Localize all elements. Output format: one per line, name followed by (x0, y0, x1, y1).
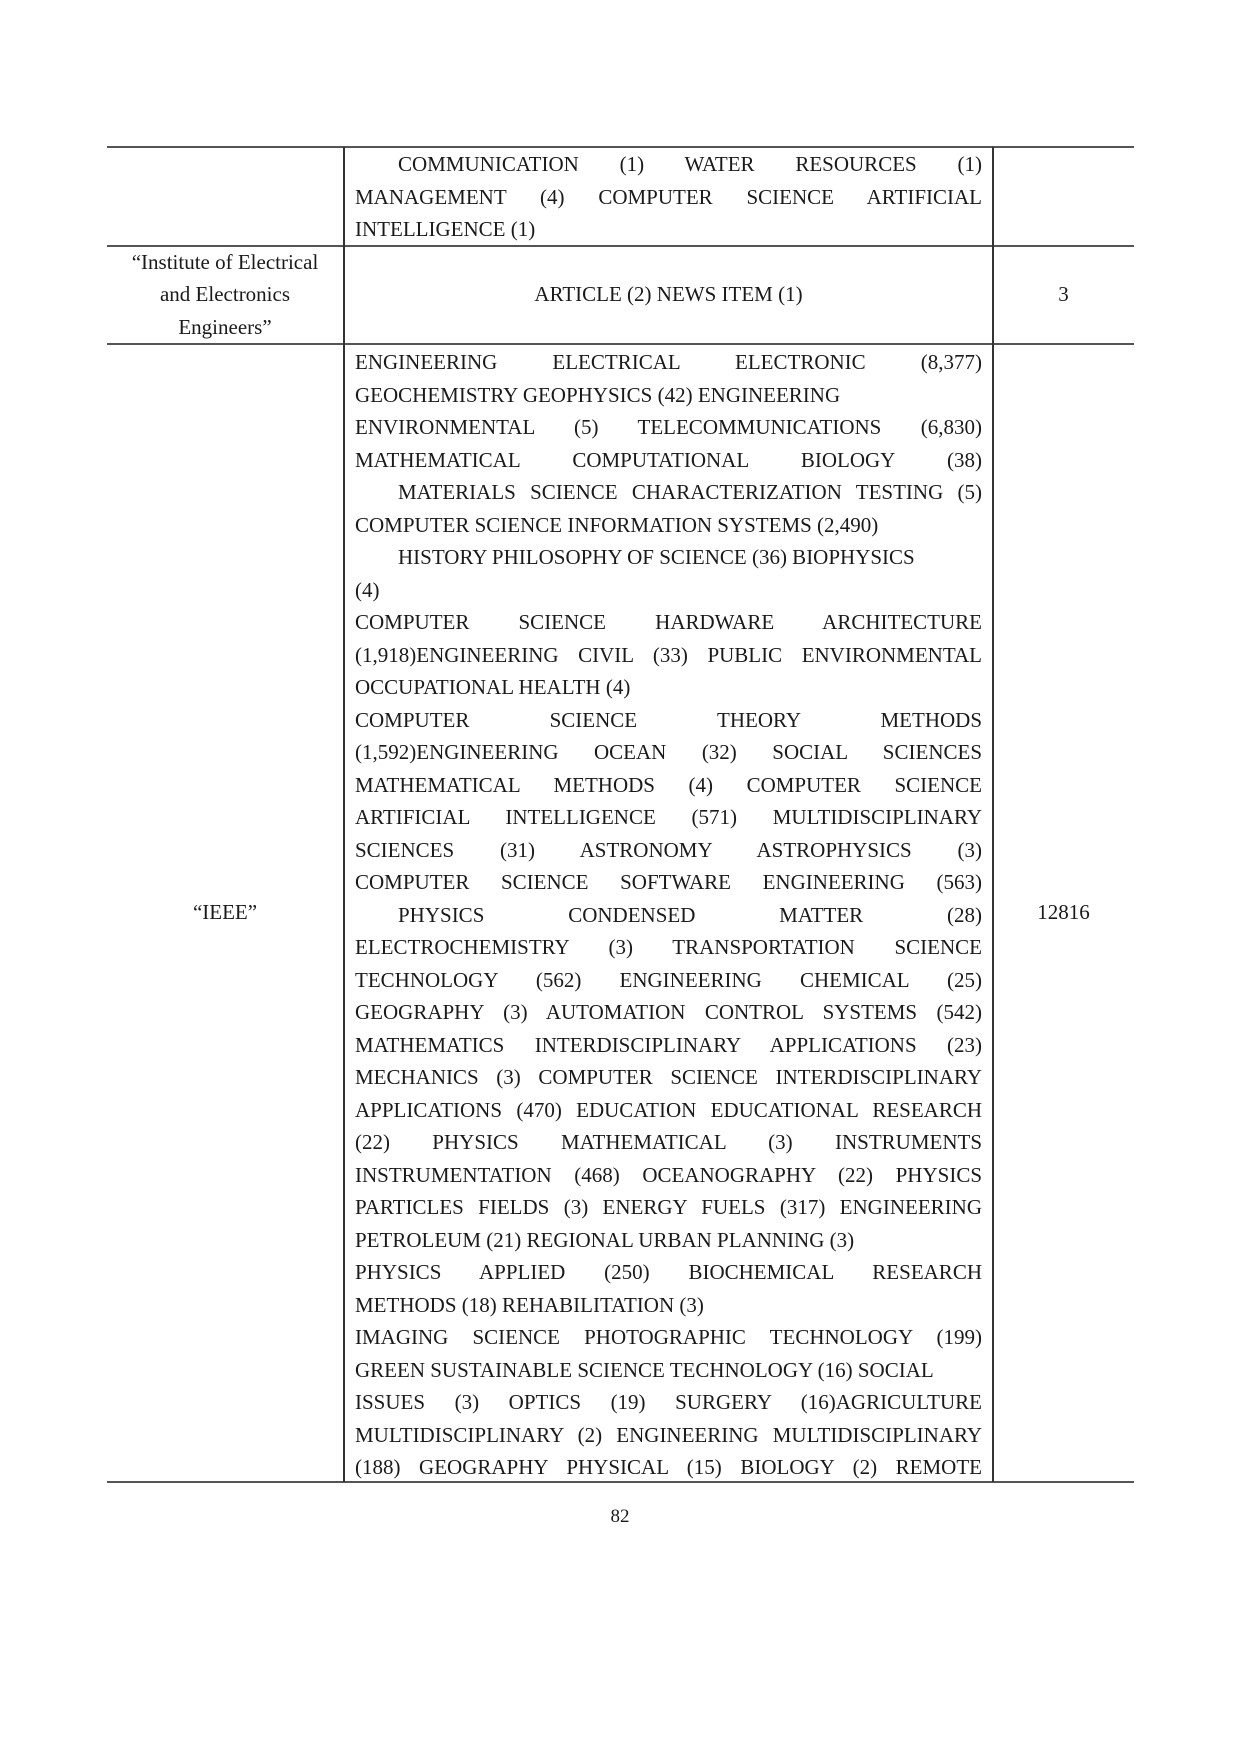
publisher-cell (107, 246, 343, 343)
subject-line: (4) (355, 577, 380, 602)
record-count: 3 (1058, 282, 1069, 306)
subject-line: ELECTROCHEMISTRY (3) TRANSPORTATION SCIENCE (355, 935, 982, 959)
subject-line: GREEN SUSTAINABLE SCIENCE TECHNOLOGY (16) SOCIAL (355, 1357, 934, 1382)
publisher-cell (107, 147, 343, 245)
subject-line: COMPUTER SCIENCE INFORMATION SYSTEMS (2,490) (355, 512, 879, 537)
subject-line: MULTIDISCIPLINARY (2) ENGINEERING MULTIDISCIPLINARY (355, 1422, 982, 1447)
subject-line: COMPUTER SCIENCE THEORY METHODS (355, 707, 982, 732)
subject-line: MATHEMATICAL METHODS (4) COMPUTER SCIENCE (355, 772, 982, 797)
page-number: 82 (610, 1506, 630, 1527)
subject-line: MANAGEMENT (4) COMPUTER SCIENCE ARTIFICIAL (355, 184, 982, 209)
publisher-name: “IEEE” (192, 900, 258, 925)
subject-line: APPLICATIONS (470) EDUCATION EDUCATIONAL RESEARCH (355, 1097, 982, 1122)
subject-line: OCCUPATIONAL HEALTH (4) (355, 675, 631, 699)
subject-line: MATHEMATICAL COMPUTATIONAL BIOLOGY (38) (355, 447, 982, 472)
subject-line: ISSUES (3) OPTICS (19) SURGERY (16)AGRICULTURE (355, 1390, 982, 1414)
subject-line: ARTIFICIAL INTELLIGENCE (571) MULTIDISCIPLINARY (355, 805, 982, 829)
subject-line: COMMUNICATION (1) WATER RESOURCES (1) (398, 152, 982, 176)
subject-line: PHYSICS CONDENSED MATTER (28) (398, 902, 982, 927)
subject-line: SCIENCES (31) ASTRONOMY ASTROPHYSICS (3) (355, 837, 982, 862)
subject-line: COMPUTER SCIENCE HARDWARE ARCHITECTURE (355, 610, 982, 634)
publisher-cell (107, 344, 343, 1481)
subject-line: ENGINEERING ELECTRICAL ELECTRONIC (8,377) (355, 350, 982, 374)
subject-cell (344, 246, 992, 343)
subject-line: MATERIALS SCIENCE CHARACTERIZATION TESTING (5) (398, 480, 982, 504)
count-cell (993, 344, 1134, 1481)
subject-line: ENVIRONMENTAL (5) TELECOMMUNICATIONS (6,830) (355, 415, 982, 439)
publisher-name: “Institute of Electrical and Electronics Engineers” (131, 249, 319, 339)
subject-line: GEOGRAPHY (3) AUTOMATION CONTROL SYSTEMS (542) (355, 1000, 982, 1024)
subject-line: (1,592)ENGINEERING OCEAN (32) SOCIAL SCIENCES (355, 740, 982, 764)
subject-line: MECHANICS (3) COMPUTER SCIENCE INTERDISCIPLINARY (355, 1065, 982, 1089)
subject-line: INTELLIGENCE (1) (355, 217, 536, 241)
subject-line: PARTICLES FIELDS (3) ENERGY FUELS (317) ENGINEERING (355, 1195, 982, 1219)
subject-line: INSTRUMENTATION (468) OCEANOGRAPHY (22) PHYSICS (355, 1162, 982, 1187)
subject-line: IMAGING SCIENCE PHOTOGRAPHIC TECHNOLOGY (199) (355, 1325, 982, 1349)
count-cell (993, 147, 1134, 245)
subject-line: (188) GEOGRAPHY PHYSICAL (15) BIOLOGY (2) REMOTE (355, 1455, 982, 1479)
subject-line: TECHNOLOGY (562) ENGINEERING CHEMICAL (25) (355, 967, 982, 992)
subject-line: PHYSICS APPLIED (250) BIOCHEMICAL RESEARCH (355, 1260, 982, 1284)
subject-line: GEOCHEMISTRY GEOPHYSICS (42) ENGINEERING (355, 382, 841, 407)
document-types: ARTICLE (2) NEWS ITEM (1) (534, 282, 803, 306)
subject-cell (344, 148, 992, 245)
subject-line: HISTORY PHILOSOPHY OF SCIENCE (36) BIOPHYSICS (398, 545, 915, 569)
subject-cell (344, 344, 992, 1481)
subject-line: METHODS (18) REHABILITATION (3) (355, 1292, 704, 1317)
record-count: 12816 (1037, 900, 1090, 924)
subject-line: PETROLEUM (21) REGIONAL URBAN PLANNING (3) (355, 1227, 855, 1252)
subject-line: (22) PHYSICS MATHEMATICAL (3) INSTRUMENTS (355, 1130, 982, 1154)
subject-line: (1,918)ENGINEERING CIVIL (33) PUBLIC ENVIRONMENTAL (355, 642, 982, 667)
subject-line: MATHEMATICS INTERDISCIPLINARY APPLICATIONS (23) (355, 1032, 982, 1057)
subject-line: COMPUTER SCIENCE SOFTWARE ENGINEERING (563) (355, 870, 982, 894)
count-cell (993, 246, 1134, 343)
